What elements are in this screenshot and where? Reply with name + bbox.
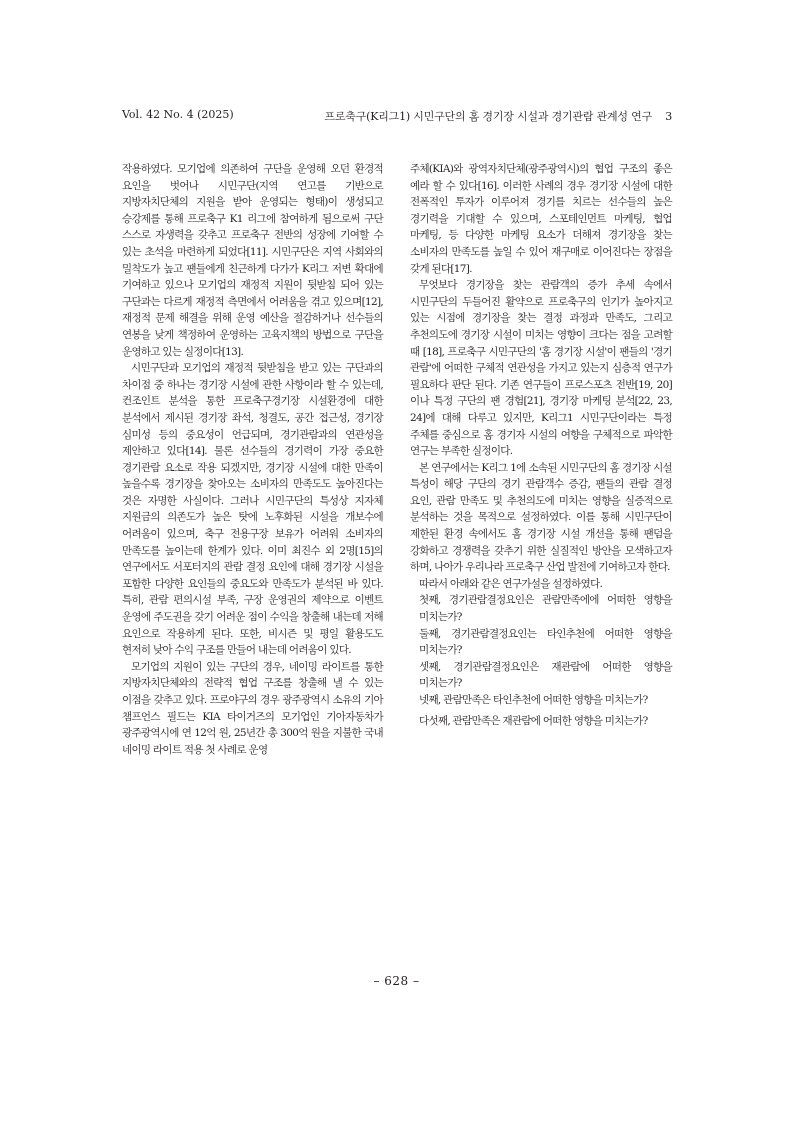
hypothesis-5: 다섯째, 관람만족은 재관람에 어떠한 영향을 미치는가? bbox=[419, 714, 648, 727]
running-header bbox=[122, 108, 672, 128]
paragraph: 무엇보다 경기장을 찾는 관람객의 증가 추세 속에서 시민구단의 두들어진 활약으로 프로축구의 인기가 높아지고 있는 시점에 경기장을 찾는 결정 과정과 만족도, 그리고 추천의도에 경기장 시설이 미치는 영향이 크다는 점을 고려할 때 [18], 프로축구 시민구단의 '홈 경기장 시설'이 팬들의 '경기 관람'에 어떠한 구체적 연관성을 가지고 있는지 심층적 연구가 필요하다 판단 된다. 기존 연구들이 프로스포츠 전반[19, 20]이나 특정 구단의 팬 경험[21], 경기장 마케팅 분석[22, 23, 24]에 대해 다루고 있지만, K리그1 시민구단이라는 특정 주체를 중심으로 홈 경기자 시설의 여향을 구체적으로 파악한 연구는 부족한 실정이다. bbox=[410, 279, 672, 458]
running-title: 프로축구(K리그1) 시민구단의 홈 경기장 시설과 경기관람 관계성 연구 bbox=[324, 110, 652, 123]
hypothesis-1: 첫째, 경기관람결정요인은 관람만족에에 어떠한 영향을 미치는가? bbox=[419, 594, 672, 624]
paragraph: 작용하였다. 모기업에 의존하여 구단을 운영해 오던 환경적 요인을 벗어나 시민구단(지역 연고를 기반으로 지방자치단체의 지원을 받아 운영되는 형태)이 생성되고 승강제를 통해 프로축구 K1 리그에 참여하게 됨으로써 구단 스스로 자생력을 갖추고 프로축구 전반의 성장에 기여할 수 있는 초석을 마련하게 되었다[11]. 시민구단은 지역 사회와의 밀착도가 높고 팬들에게 친근하게 다가가 K리그 저변 확대에 기여하고 있으나 모기업의 재정적 지원이 뒷받침 되어 있는 구단과는 다르게 재정적 측면에서 어려움을 겪고 있으며[12], 재정적 문제 해결을 위해 운영 예산을 절감하거나 선수들의 연봉을 낮게 책정하여 운영하는 고육지책의 방법으로 구단을 운영하고 있는 실정이다[13]. bbox=[122, 163, 383, 358]
hypothesis-2: 둘째, 경기관람결정요인는 타인추천에 어떠한 영향을 미치는가? bbox=[419, 627, 672, 657]
paragraph: 본 연구에서는 K리그 1에 소속된 시민구단의 홈 경기장 시설 특성이 해당 구단의 경기 관람객수 증감, 팬들의 관람 결정 요인, 관람 만족도 및 추천의도에 미치는 영향을 실증적으로 분석하는 것을 목적으로 설정하였다. 이를 통해 시민구단이 제한된 환경 속에서도 홈 경기장 시설 개선을 통해 팬덤을 강화하고 경쟁력을 갖추기 위한 실질적인 방안을 모색하고자 하며, 나아가 우리나라 프로축구 산업 발전에 기여하고자 한다. bbox=[410, 461, 672, 574]
paragraph: 주체(KIA)와 광역자치단체(광주광역시)의 협업 구조의 좋은 예라 할 수 있다[16]. 이러한 사례의 경우 경기장 시설에 대한 전폭적인 투자가 이루어져 경기를 치르는 선수들의 높은 경기력을 기대할 수 있으며, 스포테인먼트 마케팅, 협업 마케팅, 등 다양한 마케팅 요소가 더해져 경기장을 찾는 소비자의 만족도를 높일 수 있어 재구매로 이어진다는 장점을 갖게 된다[17]. bbox=[410, 163, 672, 275]
journal-volume: Vol. 42 No. 4 (2025) bbox=[122, 108, 234, 121]
left-column bbox=[122, 161, 383, 758]
hypothesis-3: 셋째, 경기관람결정요인은 재관람에 어떠한 영향을 미치는가? bbox=[419, 660, 672, 690]
hypothesis-4: 넷째, 관람만족은 타인추천에 어떠한 영향을 미치는가? bbox=[419, 694, 648, 706]
paragraph: 모기업의 지원이 있는 구단의 경우, 네이밍 라이트를 통한 지방자치단체와의 전략적 협업 구조를 창출해 낼 수 있는 이점을 갖추고 있다. 프로야구의 경우 광주광역시 소유의 기아 챔프언스 필드는 KIA 타이거즈의 모기업인 기아자동차가 광주광역시에 연 12억 원, 25년간 총 300억 원을 지불한 국내 네이밍 라이트 적용 첫 사례로 운영 bbox=[122, 660, 383, 756]
right-column bbox=[410, 161, 672, 729]
paragraph: 시민구단과 모기업의 재정적 뒷받침을 받고 있는 구단과의 차이점 중 하나는 경기장 시설에 관한 사항이라 할 수 있는데, 컨조인트 분석을 통한 프로축구경기장 시설환경에 대한 분석에서 제시된 경기장 좌석, 청결도, 공간 접근성, 경기장 심미성 등의 중요성이 언급되며, 경기관람과의 연관성을 제안하고 있다[14]. 물론 선수들의 경기력이 가장 중요한 경기관람 요소로 작용 되겠지만, 경기장 시설에 대한 만족이 높을수록 경기장을 찾아오는 소비자의 만족도도 높아진다는 것은 자명한 사실이다. 그러나 시민구단의 특성상 지자체 지원금의 의존도가 높은 탓에 노후화된 시설을 개보수에 어려움이 있으며, 축구 전용구장 보유가 어려워 소비자의 만족도를 높이는데 한계가 있다. 이미 최진수 외 2명[15]의 연구에서도 서포터지의 관람 결정 요인에 대해 경기장 시설을 포함한 다양한 요인들의 중요도와 만족도가 분석된 바 있다. 특히, 관람 편의시설 부족, 구장 운영권의 제약으로 이벤트 운영에 주도권을 갖기 어려운 점이 수익을 창출해 내는데 저해 요인으로 작용하게 된다. 또한, 비시즌 및 평일 활용도도 현저히 낮아 수익 구조를 만들어 내는데 어려움이 있다. bbox=[122, 362, 383, 657]
local-page-number: 3 bbox=[665, 110, 672, 123]
running-title-group bbox=[324, 108, 672, 124]
page-number: – 628 – bbox=[373, 974, 420, 988]
paragraph: 따라서 아래와 같은 연구가설을 설정하였다. bbox=[419, 577, 603, 590]
